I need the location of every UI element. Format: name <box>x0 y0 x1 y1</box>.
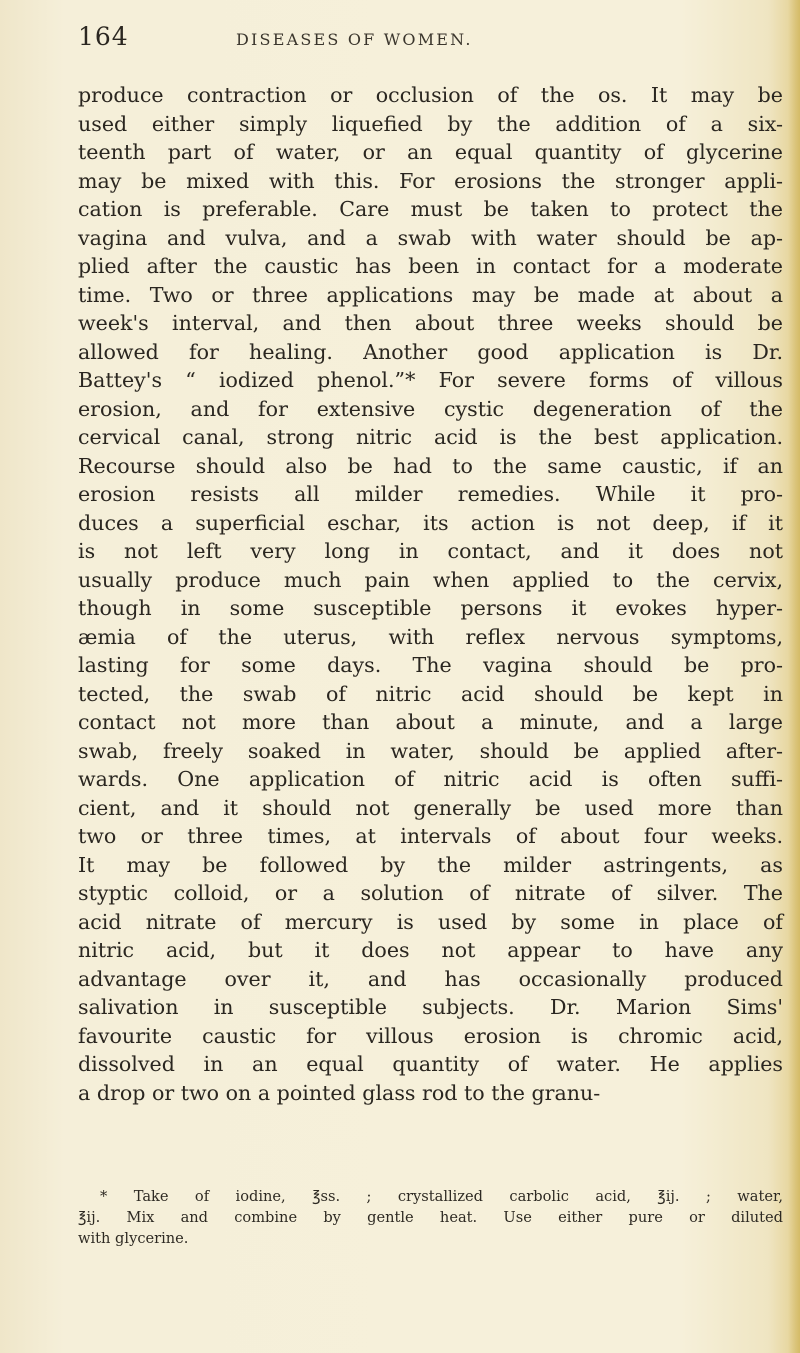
text-line: week's interval, and then about three weeks should be <box>78 311 783 335</box>
text-line: dissolved in an equal quantity of water. He applies <box>78 1052 783 1076</box>
footnote-line: with glycerine. <box>78 1230 189 1247</box>
text-line: tected, the swab of nitric acid should be kept in <box>78 681 783 706</box>
text-line: advantage over it, and has occasionally produced <box>78 966 783 991</box>
running-head <box>78 22 778 62</box>
text-line: teenth part of water, or an equal quantity of glycerine <box>78 140 783 164</box>
text-line: is not left very long in contact, and it does not <box>78 539 783 563</box>
text-line: salivation in susceptible subjects. Dr. Marion Sims' <box>78 995 783 1019</box>
text-line: Recourse should also be had to the same caustic, if an <box>78 453 783 478</box>
text-line: nitric acid, but it does not appear to have any <box>78 938 783 962</box>
footnote-line: * Take of iodine, ℥ss. ; crystallized carbolic acid, ℥ij. ; water, <box>100 1188 783 1205</box>
text-line: favourite caustic for villous erosion is chromic acid, <box>78 1023 783 1048</box>
text-line: two or three times, at intervals of about four weeks. <box>78 824 783 848</box>
text-line: acid nitrate of mercury is used by some in place of <box>78 909 783 934</box>
text-line: cervical canal, strong nitric acid is the best application. <box>78 425 783 449</box>
body-paragraph <box>78 81 783 1107</box>
text-line: used either simply liquefied by the addition of a six- <box>78 111 783 136</box>
text-line: styptic colloid, or a solution of nitrate of silver. The <box>78 881 783 905</box>
text-line: erosion resists all milder remedies. While it pro- <box>78 482 783 506</box>
page-number: 164 <box>78 22 129 51</box>
text-line: a drop or two on a pointed glass rod to the granu- <box>78 1080 601 1105</box>
text-line: erosion, and for extensive cystic degeneration of the <box>78 396 783 421</box>
text-line: æmia of the uterus, with reflex nervous symptoms, <box>78 624 783 649</box>
text-line: cation is preferable. Care must be taken to protect the <box>78 197 783 221</box>
text-line: may be mixed with this. For erosions the stronger appli- <box>78 168 783 193</box>
footnote <box>78 1186 783 1249</box>
text-line: allowed for healing. Another good application is Dr. <box>78 339 783 364</box>
text-line: though in some susceptible persons it evokes hyper- <box>78 596 783 620</box>
text-line: It may be followed by the milder astringents, as <box>78 852 783 877</box>
text-line: usually produce much pain when applied to the cervix, <box>78 567 783 592</box>
text-line: wards. One application of nitric acid is often suffi- <box>78 767 783 791</box>
text-line: produce contraction or occlusion of the os. It may be <box>78 83 783 107</box>
text-line: lasting for some days. The vagina should be pro- <box>78 653 783 677</box>
text-line: cient, and it should not generally be used more than <box>78 795 783 820</box>
text-line: Battey's “ iodized phenol.”* For severe forms of villous <box>78 368 783 392</box>
page-edge-shadow <box>788 0 800 1353</box>
text-line: duces a superficial eschar, its action is not deep, if it <box>78 510 783 535</box>
text-line: contact not more than about a minute, and a large <box>78 710 783 734</box>
text-line: vagina and vulva, and a swab with water should be ap- <box>78 225 783 250</box>
text-line: plied after the caustic has been in contact for a moderate <box>78 254 783 278</box>
footnote-line: ℥ij. Mix and combine by gentle heat. Use either pure or diluted <box>78 1209 783 1226</box>
text-line: time. Two or three applications may be made at about a <box>78 282 783 307</box>
text-line: swab, freely soaked in water, should be applied after- <box>78 738 783 763</box>
page-heading: DISEASES OF WOMEN. <box>236 30 473 49</box>
